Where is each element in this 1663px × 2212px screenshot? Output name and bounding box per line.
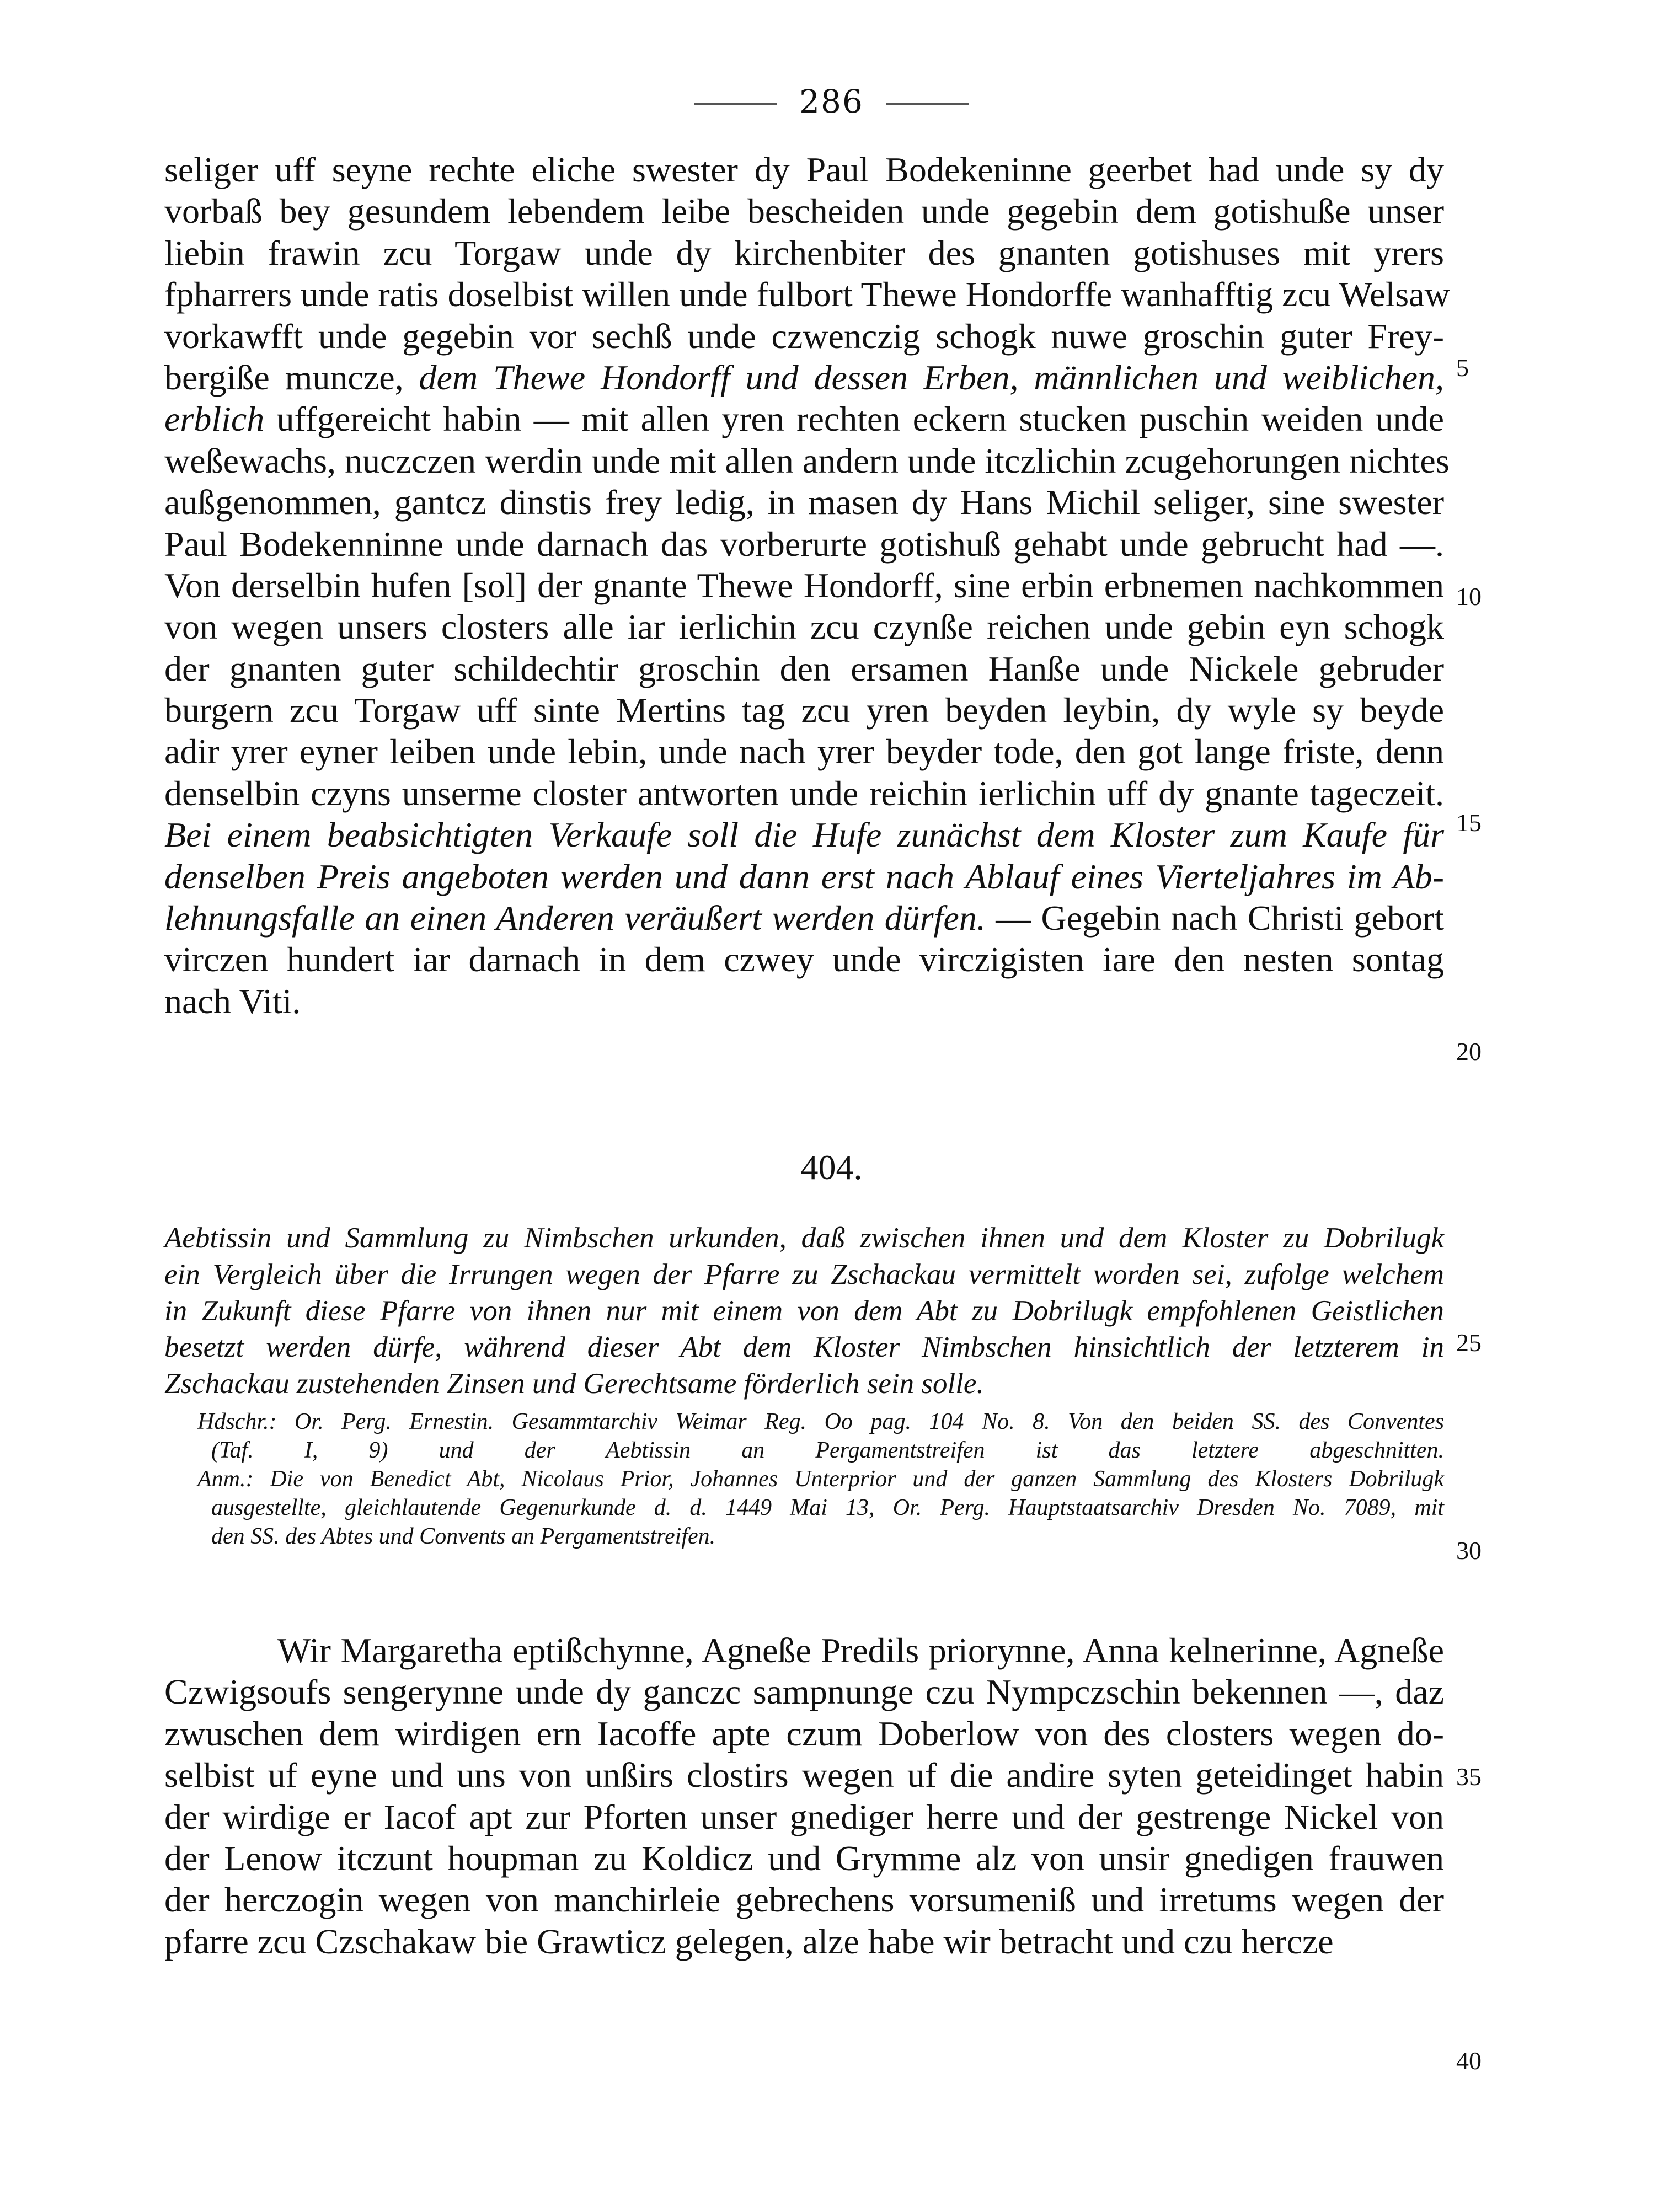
notes-line: Hdschr.: Or. Perg. Ernestin. Gesammtarchiv Weimar Reg. Oo pag. 104 No. 8. Von den beiden SS. des Conventes [197, 1409, 1444, 1434]
line-number-35: 35 [1456, 1763, 1482, 1791]
charter-text-continued [164, 149, 1450, 1022]
sec2-line: zwuschen dem wirdigen ern Iacoffe apte czum Doberlow von des closters wegen do- [164, 1713, 1444, 1753]
line-number-10: 10 [1456, 582, 1482, 610]
notes-line: ausgestellte, gleichlautende Gegenurkunde d. d. 1449 Mai 13, Or. Perg. Hauptstaatsarchiv Dresden No. 7089, mit [211, 1495, 1444, 1520]
sec2-line: der Lenow itczunt houpman zu Koldicz und Grymme alz von unsir gnedigen frauwen [164, 1838, 1444, 1878]
line-number-5: 5 [1456, 354, 1469, 382]
sec1-line [164, 814, 1444, 855]
source-notes [164, 1407, 1444, 1551]
sec2-line: selbist uf eyne und uns von unßirs clostirs wegen uf die andire syten geteidinget habin [164, 1755, 1444, 1795]
line-number-20: 20 [1456, 1037, 1482, 1065]
sec1-line: Von derselbin hufen [sol] der gnante Thewe Hondorff, sine erbin erbnemen nachkommen [164, 565, 1444, 605]
sec1-line: vorbaß bey gesundem lebendem leibe bescheiden unde gegebin dem gotishuße unser [164, 191, 1444, 231]
italic-insert: denselben Preis angeboten werden und dann erst nach Ablauf eines Vierteljahres im Ab- [164, 856, 1444, 896]
sec2-line: Wir Margaretha eptißchynne, Agneße Predils priorynne, Anna kelnerinne, Agneße [277, 1631, 1444, 1670]
header-rule-left [694, 103, 777, 105]
document-number: 404. [800, 1148, 863, 1187]
sec1-line: virczen hundert iar darnach in dem czwey unde virczigisten iare den nesten sontag [164, 940, 1444, 979]
sec1-line: liebin frawin zcu Torgaw unde dy kirchenbiter des gnanten gotishuses mit yrers [164, 233, 1444, 272]
text-segment: uffgereicht habin — mit allen yren rechten eckern stucken puschin weiden unde [264, 399, 1444, 439]
sec1-line: Paul Bodekenninne unde darnach das vorberurte gotishuß gehabt unde gebrucht had —. [164, 524, 1444, 564]
sec1-line: burgern zcu Torgaw uff sinte Mertins tag zcu yren beyden leybin, dy wyle sy beyde [164, 690, 1444, 730]
sec1-line [164, 398, 1444, 440]
header-rule-right [886, 103, 969, 105]
sec2-line: der herczogin wegen von manchirleie gebrechens vorsumeniß und irretums wegen der [164, 1880, 1444, 1920]
notes-line: den SS. des Abtes und Convents an Pergamentstreifen. [211, 1524, 716, 1549]
sec2-line: der wirdige er Iacof apt zur Pforten unser gnediger herre und der gestrenge Nickel von [164, 1797, 1444, 1836]
text-segment: — Gegebin nach Christi gebort [985, 898, 1445, 938]
line-number-15: 15 [1456, 808, 1482, 837]
italic-insert: lehnungsfalle an einen Anderen veräußert werden dürfen. [164, 898, 986, 938]
sec1-line: von wegen unsers closters alle iar ierlichin zcu czynße reichen unde gebin eyn schogk [164, 607, 1444, 647]
regest-line: Aebtissin und Sammlung zu Nimbschen urkunden, daß zwischen ihnen und dem Kloster zu Dobrilugk [164, 1222, 1444, 1254]
notes-line: (Taf. I, 9) und der Aebtissin an Pergamentstreifen ist das letztere abgeschnitten. [211, 1438, 1444, 1463]
sec1-line: nach Viti. [164, 981, 301, 1021]
italic-insert: erblich [164, 399, 265, 439]
sec2-line: pfarre zcu Czschakaw bie Grawticz gelegen, alze habe wir betracht und czu hercze [164, 1921, 1334, 1961]
sec1-line [164, 856, 1444, 897]
line-number-30: 30 [1456, 1536, 1482, 1565]
regest-line: besetzt werden dürfe, während dieser Abt dem Kloster Nimbschen hinsichtlich der letzterem in [164, 1331, 1444, 1363]
italic-insert: Bei einem beabsichtigten Verkaufe soll die Hufe zunächst dem Kloster zum Kaufe für [164, 815, 1444, 855]
page-header [0, 83, 1663, 120]
sec1-line: denselbin czyns unserme closter antworten unde reichin ierlichin uff dy gnante tageczeit. [164, 773, 1444, 813]
sec1-line: seliger uff seyne rechte eliche swester dy Paul Bodekeninne geerbet had unde sy dy [164, 150, 1444, 189]
sec1-line [164, 897, 1444, 939]
sec1-line: der gnanten guter schildechtir groschin den ersamen Hanße unde Nickele gebruder [164, 649, 1444, 688]
sec1-line: außgenommen, gantcz dinstis frey ledig, in masen dy Hans Michil seliger, sine swester [164, 483, 1444, 522]
notes-line: Anm.: Die von Benedict Abt, Nicolaus Prior, Johannes Unterprior und der ganzen Sammlung des Klosters Dobrilugk [197, 1466, 1444, 1492]
sec2-line: Czwigsoufs sengerynne unde dy ganczc sampnunge czu Nympczschin bekennen —, daz [164, 1672, 1444, 1712]
sec1-line: adir yrer eyner leiben unde lebin, unde nach yrer beyder tode, den got lange friste, denn [164, 732, 1444, 772]
italic-insert: dem Thewe Hondorff und dessen Erben, männlichen und weiblichen, [419, 357, 1445, 397]
regest-line: in Zukunft diese Pfarre von ihnen nur mit einem von dem Abt zu Dobrilugk empfohlenen Geistlichen [164, 1295, 1444, 1327]
line-number-40: 40 [1456, 2047, 1482, 2075]
sec1-line: fpharrers unde ratis doselbist willen unde fulbort Thewe Hondorffe wanhafftig zcu Welsaw [164, 275, 1450, 314]
sec1-line: weßewachs, nuczczen werdin unde mit allen andern unde itczlichin zcugehorungen nichtes [164, 441, 1450, 480]
page-number: 286 [799, 83, 864, 120]
regest-line: Zschackau zustehenden Zinsen und Gerechtsame förderlich sein solle. [164, 1368, 984, 1400]
charter-text-404 [164, 1630, 1444, 1962]
text-segment: bergiße muncze, [164, 357, 419, 397]
regest-line: ein Vergleich über die Irrungen wegen der Pfarre zu Zschackau vermittelt worden sei, zufolge welchem [164, 1258, 1444, 1290]
sec1-line: vorkawfft unde gegebin vor sechß unde czwenczig schogk nuwe groschin guter Frey- [164, 316, 1444, 356]
line-number-25: 25 [1456, 1329, 1482, 1357]
sec1-line [164, 357, 1444, 398]
regest-summary [164, 1220, 1444, 1402]
